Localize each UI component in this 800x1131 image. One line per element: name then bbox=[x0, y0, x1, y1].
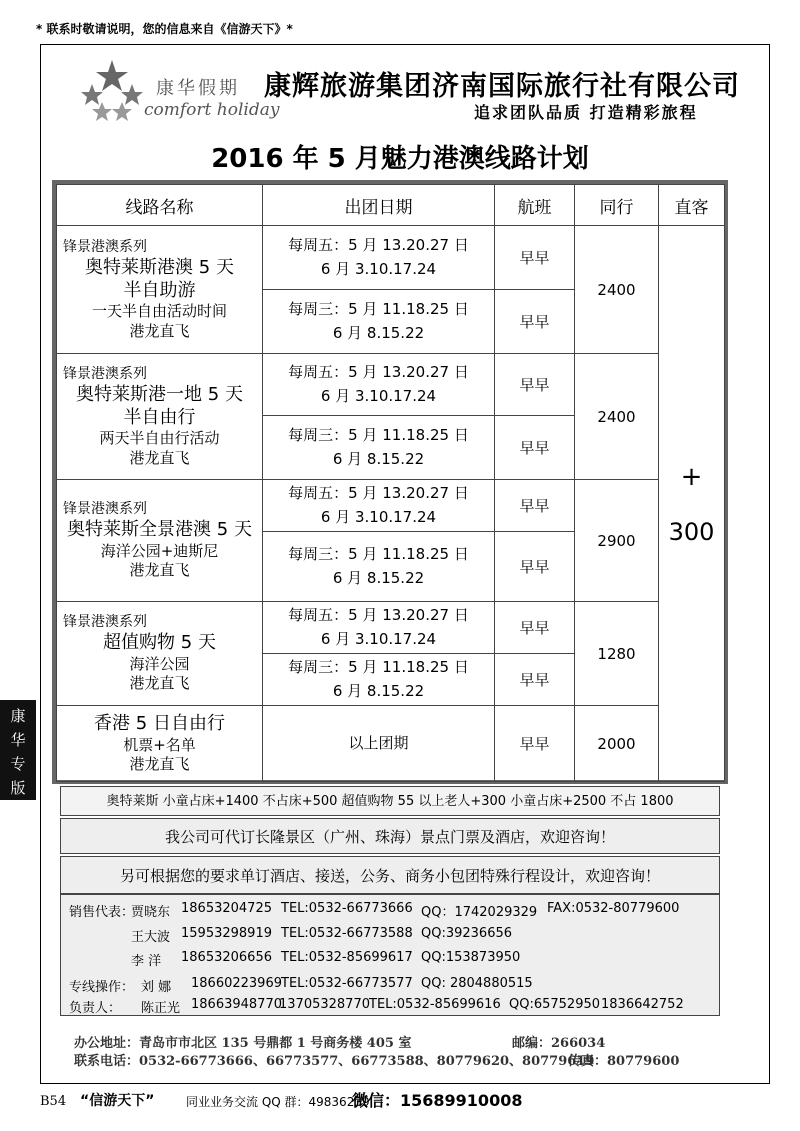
page-title: 2016 年 5 月魅力港澳线路计划 bbox=[211, 144, 589, 174]
route-series: 锋景港澳系列 bbox=[63, 238, 147, 255]
date-cell bbox=[263, 226, 495, 290]
route-note: 机票+名单 bbox=[123, 735, 196, 754]
flight-cell: 早早 bbox=[495, 706, 575, 782]
peer-price-cell: 1280 bbox=[575, 602, 659, 706]
contact-name: 李 洋 bbox=[131, 954, 162, 969]
manager-mobile: 13705328770 bbox=[279, 997, 370, 1012]
office-phones: 联系电话：0532-66773666、66773577、66773588、80779620、80779619 bbox=[74, 1054, 595, 1069]
route-name: 奥特莱斯全景港澳 5 天 bbox=[67, 519, 252, 541]
header-direct-price: 直客 bbox=[659, 185, 725, 226]
contact-name: 刘 娜 bbox=[141, 980, 172, 995]
contact-tel: TEL:0532-66773666 bbox=[281, 901, 413, 916]
route-table bbox=[56, 184, 725, 782]
contact-tel: TEL:0532-85699617 bbox=[281, 950, 413, 965]
header-route: 线路名称 bbox=[57, 185, 263, 226]
office-postcode: 邮编：266034 bbox=[512, 1036, 606, 1051]
route-sub: 半自由行 bbox=[123, 407, 196, 429]
peer-price-cell: 2000 bbox=[575, 706, 659, 782]
route-cell bbox=[57, 480, 263, 602]
route-note: 海洋公园+迪斯尼 bbox=[100, 541, 219, 560]
table-header-row bbox=[57, 185, 725, 226]
date-line: 6 月 3.10.17.24 bbox=[320, 386, 437, 405]
route-transport: 港龙直飞 bbox=[129, 674, 190, 693]
date-cell bbox=[263, 654, 495, 706]
route-name: 奥特莱斯港一地 5 天 bbox=[76, 383, 243, 405]
contact-qq: QQ: 2804880515 bbox=[421, 976, 533, 991]
route-note: 一天半自由活动时间 bbox=[91, 302, 227, 321]
contact-mobile: 15953298919 bbox=[181, 926, 272, 941]
route-name: 超值购物 5 天 bbox=[103, 632, 216, 654]
date-cell bbox=[263, 602, 495, 654]
contact-name: 王大波 bbox=[131, 930, 171, 945]
date-cell bbox=[263, 416, 495, 480]
manager-extra: 1836642752 bbox=[601, 997, 684, 1012]
flight-cell: 早早 bbox=[495, 602, 575, 654]
route-name: 奥特莱斯港澳 5 天 bbox=[85, 256, 234, 278]
date-line: 6 月 3.10.17.24 bbox=[320, 507, 437, 526]
route-cell bbox=[57, 602, 263, 706]
direct-plus-value: 300 bbox=[668, 517, 715, 546]
date-cell bbox=[263, 480, 495, 532]
contact-qq: QQ:153873950 bbox=[421, 950, 521, 965]
route-series: 锋景港澳系列 bbox=[63, 614, 147, 631]
side-tab-char: 版 bbox=[10, 779, 26, 797]
contact-qq: QQ：1742029329 bbox=[421, 905, 538, 920]
route-sub: 半自助游 bbox=[123, 280, 196, 302]
footer-brand: “信游天下” bbox=[80, 1093, 155, 1109]
date-line: 每周五：5 月 13.20.27 日 bbox=[288, 363, 469, 382]
contact-mobile: 18653206656 bbox=[181, 950, 272, 965]
route-table-frame bbox=[52, 180, 728, 784]
table-row bbox=[57, 226, 725, 290]
top-note: * 联系时敬请说明，您的信息来自《信游天下》* bbox=[36, 22, 293, 36]
date-line: 6 月 3.10.17.24 bbox=[320, 629, 437, 648]
manager-qq: QQ:65752950 bbox=[509, 997, 601, 1012]
flight-cell: 早早 bbox=[495, 354, 575, 416]
slogan: 追求团队品质 打造精彩旅程 bbox=[474, 103, 698, 122]
route-transport: 港龙直飞 bbox=[129, 755, 190, 774]
contact-name: 贾晓东 bbox=[131, 905, 171, 920]
flight-cell: 早早 bbox=[495, 290, 575, 354]
supplement-prices: 奥特莱斯 小童占床+1400 不占床+500 超值购物 55 以上老人+300 小童占床+2500 不占 1800 bbox=[60, 786, 720, 816]
peer-price-cell: 2900 bbox=[575, 480, 659, 602]
table-row bbox=[57, 480, 725, 532]
route-cell bbox=[57, 354, 263, 480]
route-transport: 港龙直飞 bbox=[129, 561, 190, 580]
header-dates: 出团日期 bbox=[263, 185, 495, 226]
date-line: 6 月 8.15.22 bbox=[332, 449, 425, 468]
date-line: 6 月 8.15.22 bbox=[332, 681, 425, 700]
contact-tel: TEL:0532-66773577 bbox=[281, 976, 413, 991]
date-line: 6 月 8.15.22 bbox=[332, 568, 425, 587]
contacts-box bbox=[60, 894, 720, 1016]
route-note: 海洋公园 bbox=[129, 654, 190, 673]
table-row bbox=[57, 706, 725, 782]
date-line: 每周五：5 月 13.20.27 日 bbox=[288, 606, 469, 625]
date-line: 每周三：5 月 11.18.25 日 bbox=[288, 658, 469, 677]
stars-logo-icon bbox=[80, 58, 144, 124]
table-row bbox=[57, 602, 725, 654]
date-line: 每周五：5 月 13.20.27 日 bbox=[288, 484, 469, 503]
side-tab bbox=[0, 700, 36, 800]
footer-wechat: 微信：15689910008 bbox=[352, 1091, 523, 1110]
side-tab-char: 康 bbox=[10, 707, 26, 725]
contact-tel: TEL:0532-66773588 bbox=[281, 926, 413, 941]
flight-cell: 早早 bbox=[495, 480, 575, 532]
date-line: 每周三：5 月 11.18.25 日 bbox=[288, 545, 469, 564]
company-name: 康辉旅游集团济南国际旅行社有限公司 bbox=[264, 71, 740, 102]
route-cell bbox=[57, 706, 263, 782]
date-cell bbox=[263, 290, 495, 354]
logo-text-cn: 康华假期 bbox=[156, 78, 240, 99]
manager-mobile: 18663948770 bbox=[191, 997, 282, 1012]
page-number: B54 bbox=[40, 1094, 67, 1109]
date-cell: 以上团期 bbox=[263, 706, 495, 782]
peer-price-cell: 2400 bbox=[575, 354, 659, 480]
route-name: 香港 5 日自由行 bbox=[94, 713, 225, 735]
manager-name: 陈正光 bbox=[141, 1001, 181, 1016]
route-series: 锋景港澳系列 bbox=[63, 501, 147, 518]
direct-plus-sign: + bbox=[680, 461, 703, 492]
date-line: 6 月 3.10.17.24 bbox=[320, 259, 437, 278]
direct-price-cell bbox=[659, 226, 725, 782]
side-tab-char: 华 bbox=[10, 731, 26, 749]
footer-qq-group: 同业业务交流 QQ 群：49836239 bbox=[186, 1095, 370, 1109]
contact-qq: QQ:39236656 bbox=[421, 926, 513, 941]
flight-cell: 早早 bbox=[495, 416, 575, 480]
date-line: 6 月 8.15.22 bbox=[332, 323, 425, 342]
date-line: 每周三：5 月 11.18.25 日 bbox=[288, 300, 469, 319]
manager-tel: TEL:0532-85699616 bbox=[369, 997, 501, 1012]
header-flight: 航班 bbox=[495, 185, 575, 226]
side-tab-char: 专 bbox=[10, 755, 26, 773]
contact-mobile: 18660223969 bbox=[191, 976, 282, 991]
route-series: 锋景港澳系列 bbox=[63, 365, 147, 382]
notice-custom: 另可根据您的要求单订酒店、接送，公务、商务小包团特殊行程设计，欢迎咨询！ bbox=[60, 856, 720, 894]
table-row bbox=[57, 354, 725, 416]
logo-text-en: comfort holiday bbox=[144, 100, 280, 120]
date-line: 每周三：5 月 11.18.25 日 bbox=[288, 426, 469, 445]
notice-tickets: 我公司可代订长隆景区（广州、珠海）景点门票及酒店，欢迎咨询！ bbox=[60, 818, 720, 854]
date-cell bbox=[263, 354, 495, 416]
contact-fax: FAX:0532-80779600 bbox=[547, 901, 680, 916]
flight-cell: 早早 bbox=[495, 226, 575, 290]
route-note: 两天半自由行活动 bbox=[99, 429, 220, 448]
manager-role: 负责人： bbox=[69, 1001, 122, 1016]
contact-mobile: 18653204725 bbox=[181, 901, 272, 916]
date-cell bbox=[263, 532, 495, 602]
contact-role: 销售代表： bbox=[69, 905, 135, 920]
date-line: 每周五：5 月 13.20.27 日 bbox=[288, 236, 469, 255]
contact-role: 专线操作： bbox=[69, 980, 135, 995]
flight-cell: 早早 bbox=[495, 532, 575, 602]
flight-cell: 早早 bbox=[495, 654, 575, 706]
route-transport: 港龙直飞 bbox=[129, 321, 190, 340]
peer-price-cell: 2400 bbox=[575, 226, 659, 354]
route-cell bbox=[57, 226, 263, 354]
office-fax: 传真：80779600 bbox=[568, 1054, 680, 1069]
office-address: 办公地址：青岛市市北区 135 号鼎都 1 号商务楼 405 室 bbox=[74, 1036, 412, 1051]
route-transport: 港龙直飞 bbox=[129, 448, 190, 467]
header-peer-price: 同行 bbox=[575, 185, 659, 226]
